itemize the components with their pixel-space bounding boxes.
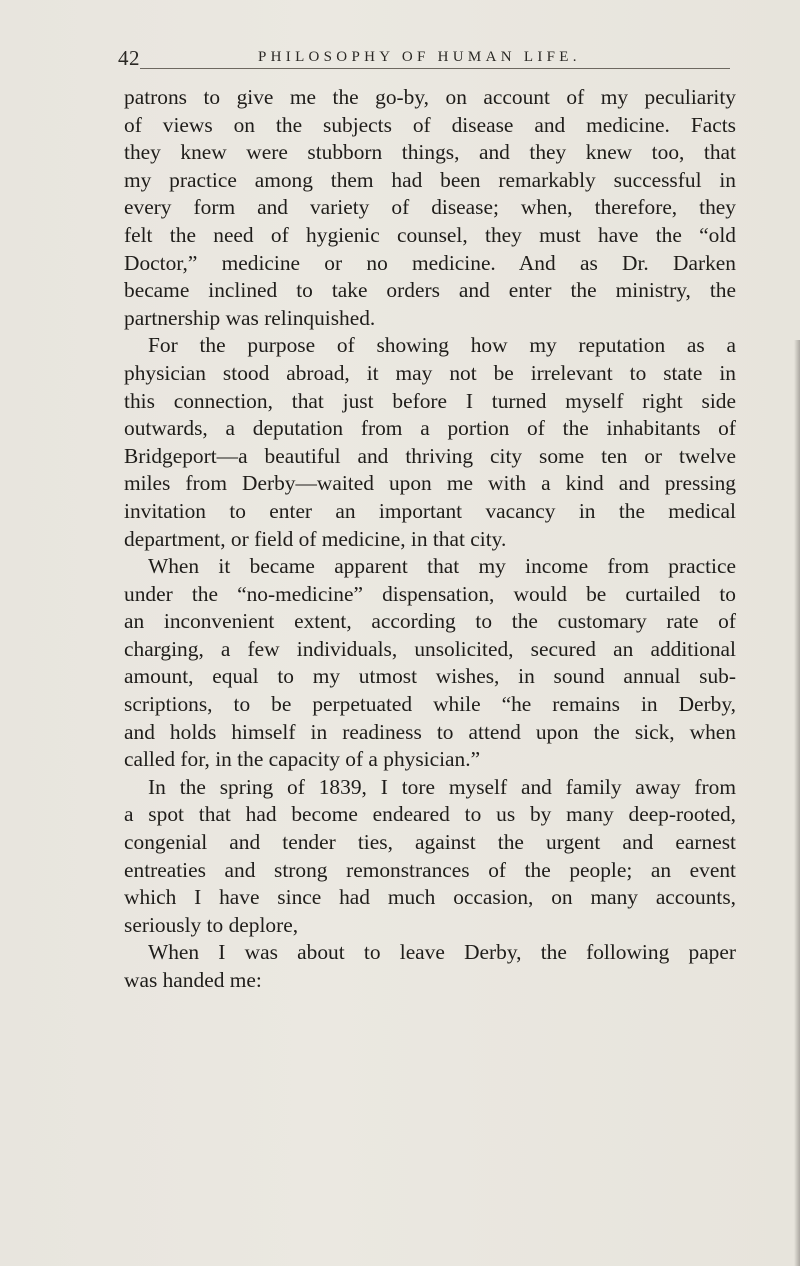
text-line: of views on the subjects of disease and medicine. Facts <box>124 112 736 137</box>
text-line: outwards, a deputation from a portion of the inhabitants of <box>124 416 736 441</box>
running-title: PHILOSOPHY OF HUMAN LIFE. <box>258 49 581 65</box>
text-line: When I was about to leave Derby, the following paper <box>148 940 736 965</box>
text-line: became inclined to take orders and enter the ministry, the <box>124 278 736 303</box>
text-line: was handed me: <box>124 968 262 992</box>
text-line: amount, equal to my utmost wishes, in sound annual sub- <box>124 664 736 689</box>
text-line: For the purpose of showing how my reputation as a <box>148 333 736 358</box>
text-line: congenial and tender ties, against the urgent and earnest <box>124 830 736 855</box>
page-binding-shadow <box>794 340 800 1266</box>
text-line: every form and variety of disease; when, therefore, they <box>124 195 736 220</box>
body-text <box>124 84 736 995</box>
page-number: 42 <box>118 46 140 70</box>
text-line: Doctor,” medicine or no medicine. And as Dr. Darken <box>124 250 736 275</box>
text-line: seriously to deplore, <box>124 912 299 937</box>
text-line: felt the need of hygienic counsel, they must have the “old <box>124 222 736 247</box>
text-line: a spot that had become endeared to us by many deep-rooted, <box>124 802 736 827</box>
running-head <box>118 46 738 76</box>
text-line: under the “no-medicine” dispensation, would be curtailed to <box>124 581 736 606</box>
text-line: charging, a few individuals, unsolicited, secured an additional <box>124 636 736 661</box>
text-line: invitation to enter an important vacancy in the medical <box>124 498 736 523</box>
text-line: department, or field of medicine, in that city. <box>124 526 507 551</box>
text-line: physician stood abroad, it may not be irrelevant to state in <box>124 360 736 385</box>
text-line: entreaties and strong remonstrances of the people; an event <box>124 857 736 882</box>
text-line: and holds himself in readiness to attend upon the sick, when <box>124 719 736 744</box>
text-line: my practice among them had been remarkably successful in <box>124 167 736 192</box>
text-line: an inconvenient extent, according to the customary rate of <box>124 609 736 634</box>
text-line: When it became apparent that my income from practice <box>148 554 736 579</box>
text-line: In the spring of 1839, I tore myself and family away from <box>148 774 736 799</box>
text-line: which I have since had much occasion, on many accounts, <box>124 885 736 910</box>
header-rule <box>140 68 730 69</box>
text-line: scriptions, to be perpetuated while “he remains in Derby, <box>124 692 736 717</box>
text-line: this connection, that just before I turned myself right side <box>124 388 736 413</box>
text-line: called for, in the capacity of a physician.” <box>124 747 481 772</box>
text-line: partnership was relinquished. <box>124 305 376 330</box>
text-line: Bridgeport—a beautiful and thriving city some ten or twelve <box>124 443 736 468</box>
text-line: they knew were stubborn things, and they knew too, that <box>124 140 736 165</box>
text-line: miles from Derby—waited upon me with a kind and pressing <box>124 471 736 496</box>
text-line: patrons to give me the go-by, on account of my peculiarity <box>124 85 736 109</box>
